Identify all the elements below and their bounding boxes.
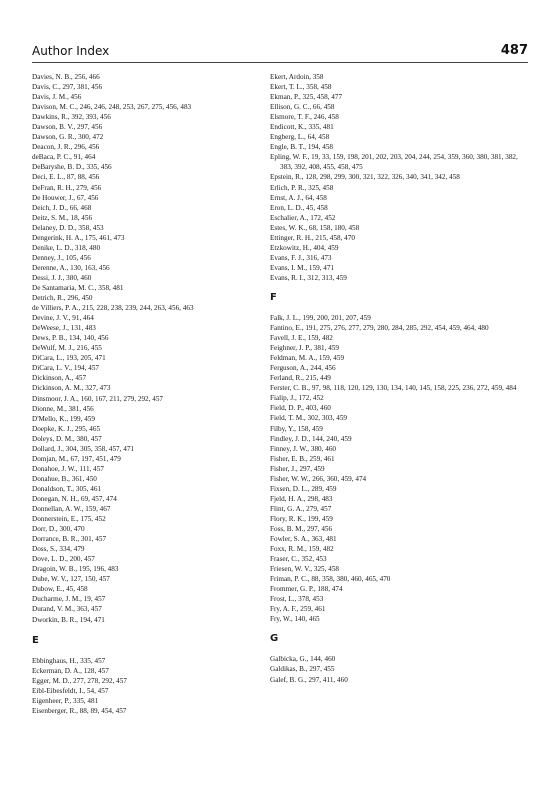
index-entry: Ernst, A. J., 64, 458	[270, 193, 327, 202]
index-section-d	[32, 72, 268, 625]
index-entry: Dawkins, R., 392, 393, 456	[32, 113, 111, 122]
index-section-e-right	[270, 72, 526, 283]
index-entry: Dorrance, B. R., 301, 457	[32, 535, 107, 544]
index-entry: Delaney, D. D., 358, 453	[32, 223, 104, 232]
index-section-g	[270, 654, 526, 684]
index-entry: Egger, M. D., 277, 278, 292, 457	[32, 676, 127, 685]
index-entry: Feldman, M. A., 159, 459	[270, 354, 345, 363]
index-entry: Elsmore, T. F., 246, 458	[270, 113, 339, 122]
index-entry: Flory, R. K., 199, 459	[270, 514, 333, 523]
index-entry: Falk, J. L., 199, 200, 201, 207, 459	[270, 313, 371, 322]
index-entry: Deacon, J. R., 296, 456	[32, 143, 100, 152]
index-entry: Dubow, E., 45, 458	[32, 585, 88, 594]
index-entry: Doleys, D. M., 380, 457	[32, 434, 102, 443]
index-entry: Fixsen, D. L., 289, 459	[270, 484, 337, 493]
index-entry: Dessi, J. J., 380, 460	[32, 273, 92, 282]
page-header	[32, 44, 528, 62]
index-entry: Flint, G. A., 279, 457	[270, 504, 332, 513]
index-entry: De Santamaria, M. C., 358, 481	[32, 283, 124, 292]
index-entry: Fowler, S. A., 363, 481	[270, 535, 337, 544]
running-title: Author Index	[32, 44, 110, 58]
index-section-f	[270, 313, 526, 624]
index-entry: Engle, B. T., 194, 458	[270, 143, 334, 152]
index-entry: Durand, V. M., 363, 457	[32, 605, 102, 614]
index-entry: DeBaryshe, B. D., 335, 456	[32, 163, 112, 172]
index-entry: Galbicka, G., 144, 460	[270, 655, 336, 664]
index-entry: Deich, J. D., 66, 468	[32, 203, 92, 212]
index-entry: Epstein, R., 128, 298, 299, 300, 321, 322, 326, 340, 341, 342, 458	[270, 173, 460, 182]
index-entry: Ferster, C. B., 97, 98, 118, 120, 129, 130, 134, 140, 145, 158, 225, 236, 272, 459, 484	[270, 384, 517, 393]
index-entry: Dinsmoor, J. A., 160, 167, 211, 279, 292, 457	[32, 394, 164, 403]
index-entry: DeWulf, M. J., 216, 455	[32, 344, 102, 353]
index-entry: Davis, J. M., 456	[32, 93, 82, 102]
index-entry: D'Mello, K., 199, 459	[32, 414, 95, 423]
index-entry: Donnellan, A. W., 159, 467	[32, 505, 111, 514]
index-entry: De Houwer, J., 67, 456	[32, 193, 99, 202]
index-entry: Devine, J. V., 91, 464	[32, 314, 94, 323]
index-entry: Donaldson, T., 305, 461	[32, 484, 102, 493]
index-entry: Ekman, P., 325, 458, 477	[270, 93, 343, 102]
index-entry: Evans, R. I., 312, 313, 459	[270, 273, 347, 282]
index-entry: Eschalier, A., 172, 452	[270, 213, 336, 222]
index-entry: Davis, C., 297, 381, 456	[32, 83, 103, 92]
index-entry: Field, D. P., 403, 460	[270, 404, 331, 413]
index-entry: Ellison, G. C., 66, 458	[270, 103, 335, 112]
index-entry: Dickinson, A. M., 327, 473	[32, 384, 111, 393]
index-entry: Frost, L., 378, 453	[270, 595, 324, 604]
index-entry: Dionne, M., 381, 456	[32, 404, 94, 413]
index-entry: Fantino, E., 191, 275, 276, 277, 279, 280, 284, 285, 292, 454, 459, 464, 480	[270, 324, 489, 333]
index-entry: Deci, E. L., 87, 88, 456	[32, 173, 100, 182]
index-entry: Detrich, R., 296, 450	[32, 294, 93, 303]
index-entry: Ducharme, J. M., 19, 457	[32, 595, 106, 604]
index-entry: Fry, A. F., 259, 461	[270, 605, 326, 614]
index-entry: Denney, J., 105, 456	[32, 253, 91, 262]
index-entry: Estes, W. K., 68, 158, 180, 458	[270, 223, 360, 232]
index-entry: Fisher, J., 297, 459	[270, 464, 325, 473]
index-entry: Dove, L. D., 200, 457	[32, 555, 95, 564]
index-entry: Dragoin, W. B., 195, 196, 483	[32, 565, 119, 574]
header-rule	[32, 62, 528, 63]
section-letter-g: G	[270, 633, 279, 645]
index-entry: Donahoe, J. W., 111, 457	[32, 464, 104, 473]
index-column-right	[270, 72, 526, 685]
index-entry: de Villiers, P. A., 215, 228, 238, 239, 244, 263, 456, 463	[32, 304, 194, 313]
index-entry: Fialip, J., 172, 452	[270, 394, 324, 403]
index-entry: DeWeese, J., 131, 483	[32, 324, 96, 333]
index-entry: Field, T. M., 302, 303, 459	[270, 414, 348, 423]
index-entry: Davies, N. B., 256, 466	[32, 73, 100, 81]
index-entry: Ferland, R., 215, 449	[270, 374, 331, 383]
index-entry: Ebbinghaus, H., 335, 457	[32, 656, 106, 665]
index-entry: Dollard, J., 304, 305, 358, 457, 471	[32, 444, 135, 453]
index-entry: Fisher, E. B., 259, 461	[270, 454, 335, 463]
index-entry: Feighner, J. P., 381, 459	[270, 344, 339, 353]
index-entry: Finney, J. W., 380, 460	[270, 444, 337, 453]
index-entry: Donegan, N. H., 69, 457, 474	[32, 494, 117, 503]
index-entry: Erlich, P. R., 325, 458	[270, 183, 334, 192]
index-entry: Donnerstein, E., 175, 452	[32, 515, 106, 524]
index-entry: DeFran, R. H., 279, 456	[32, 183, 102, 192]
index-entry: Dengerink, H. A., 175, 461, 473	[32, 233, 125, 242]
index-entry: Fry, W., 140, 465	[270, 615, 320, 624]
index-entry: Dorr, D., 300, 470	[32, 525, 85, 534]
index-entry: Filby, Y., 158, 459	[270, 424, 323, 433]
index-entry: Dickinson, A., 457	[32, 374, 87, 383]
section-letter-e: E	[32, 634, 39, 646]
index-entry: Engberg, L., 64, 458	[270, 133, 330, 142]
index-entry: Eckerman, D. A., 128, 457	[32, 666, 109, 675]
index-column-left	[32, 72, 268, 716]
index-entry: deBaca, P. C., 91, 464	[32, 153, 96, 162]
index-entry: Foxx, R. M., 159, 482	[270, 545, 334, 554]
index-entry: Fraser, C., 352, 453	[270, 555, 327, 564]
index-entry: Dawson, G. R., 300, 472	[32, 133, 104, 142]
index-entry: Friesen, W. V., 325, 458	[270, 565, 340, 574]
index-entry: Evans, F. J., 316, 473	[270, 253, 332, 262]
index-entry: Ettinger, R. H., 215, 458, 470	[270, 233, 355, 242]
index-entry: Eisenberger, R., 88, 89, 454, 457	[32, 706, 127, 715]
index-entry: Foss, B. M., 297, 456	[270, 524, 333, 533]
index-entry: DiCara, L., 193, 205, 471	[32, 354, 106, 363]
index-entry: Ferguson, A., 244, 456	[270, 364, 336, 373]
index-section-e-left	[32, 656, 268, 716]
index-entry: Etzkowitz, H., 404, 459	[270, 243, 339, 252]
index-entry: Ekert, Ardoin, 358	[270, 73, 324, 81]
section-letter-f: F	[270, 291, 277, 303]
index-entry: Favell, J. E., 159, 482	[270, 334, 333, 343]
index-entry: Galef, B. G., 297, 411, 460	[270, 675, 348, 684]
index-entry: Endicott, K., 335, 481	[270, 123, 334, 132]
index-entry: Doepke, K. J., 295, 465	[32, 424, 101, 433]
index-entry: Donahue, B., 361, 450	[32, 474, 97, 483]
index-entry: Dawson, B. V., 297, 456	[32, 123, 103, 132]
index-entry: Fisher, W. W., 266, 360, 459, 474	[270, 474, 367, 483]
index-entry: Findley, J. D., 144, 240, 459	[270, 434, 352, 443]
index-entry: Doss, S., 334, 479	[32, 545, 85, 554]
index-entry: Eigenheer, P., 335, 481	[32, 696, 99, 705]
index-entry: Friman, P. C., 88, 358, 380, 460, 465, 470	[270, 575, 391, 584]
index-entry: Dube, W. V., 127, 150, 457	[32, 575, 110, 584]
index-entry: Davison, M. C., 246, 246, 248, 253, 267, 275, 456, 483	[32, 103, 192, 112]
index-entry: Frommer, G. P., 188, 474	[270, 585, 343, 594]
index-entry: Domjan, M., 67, 197, 451, 479	[32, 454, 121, 463]
index-entry: Derenne, A., 130, 163, 456	[32, 263, 110, 272]
index-entry: Dworkin, B. R., 194, 471	[32, 615, 105, 624]
index-entry: Ekert, T. L., 358, 458	[270, 83, 332, 92]
index-entry: Deitz, S. M., 18, 456	[32, 213, 93, 222]
index-entry: Fjeld, H. A., 298, 483	[270, 494, 333, 503]
index-entry: Epling, W. F., 19, 33, 159, 198, 201, 202, 203, 204, 244, 254, 359, 360, 380, 381, 382, 383, 392, 408, 455, 458, 475	[270, 153, 518, 172]
index-entry: Dews, P. B., 134, 140, 456	[32, 334, 109, 343]
page-number: 487	[500, 43, 528, 58]
index-entry: Eibl-Eibesfeldt, I., 54, 457	[32, 686, 109, 695]
index-entry: DiCara, L. V., 194, 457	[32, 364, 100, 373]
index-entry: Denike, L. D., 318, 480	[32, 243, 101, 252]
index-entry: Evans, I. M., 159, 471	[270, 263, 335, 272]
index-entry: Galdikas, B., 297, 455	[270, 665, 335, 674]
index-entry: Eron, L. D., 45, 458	[270, 203, 328, 212]
